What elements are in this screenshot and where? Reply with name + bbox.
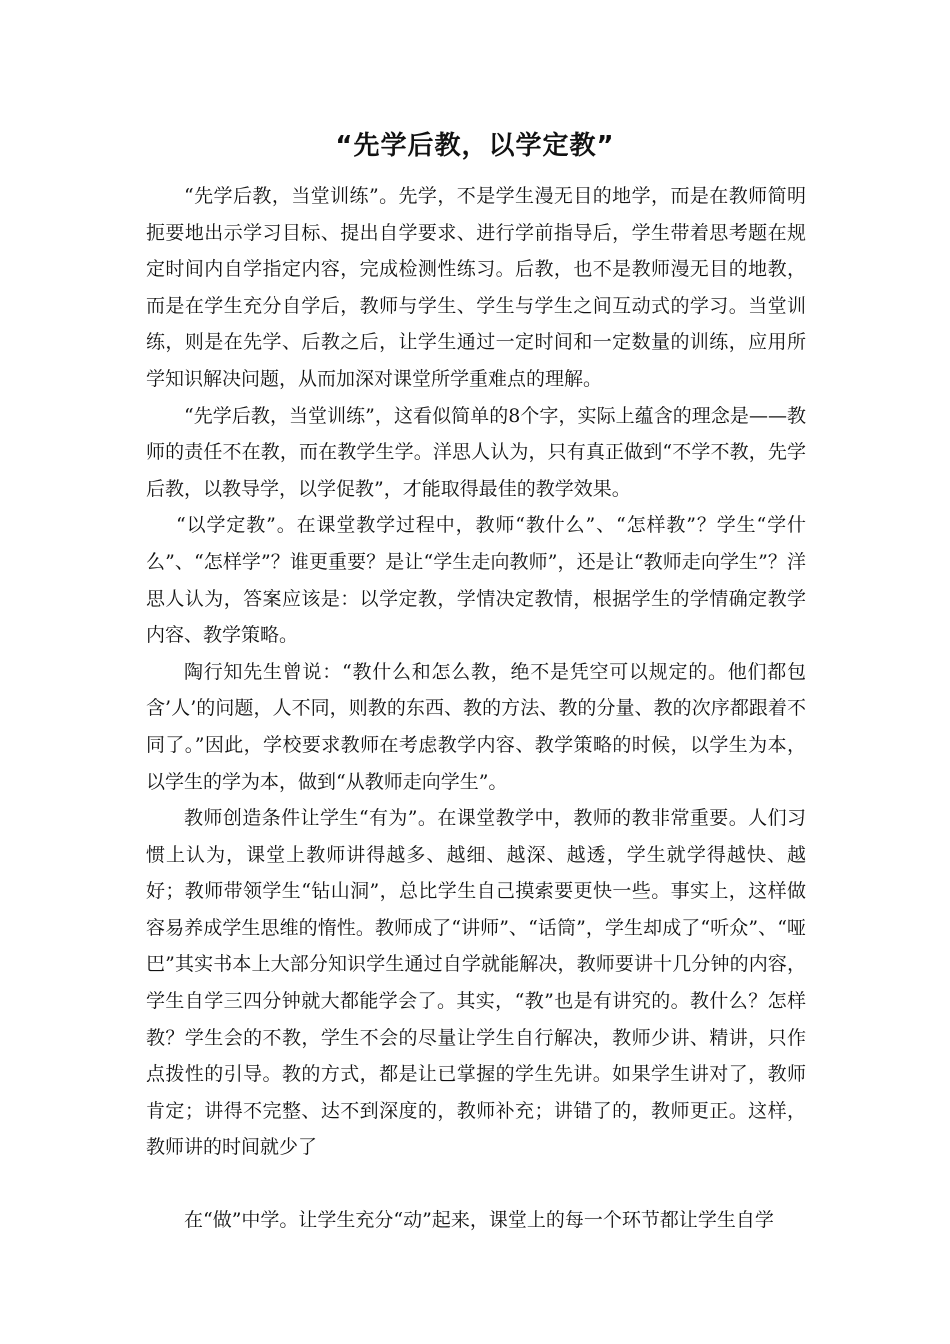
paragraph-6: 在“做”中学。让学生充分“动”起来，课堂上的每一个环节都让学生自学 — [184, 1209, 774, 1232]
paragraph-4: 陶行知先生曾说：“教什么和怎么教，绝不是凭空可以规定的。他们都包含’人’的问题，人不同，则教的东西、教的方法、教的分量、教的次序都跟着不同了。”因此，学校要求教师在考虑教学内容、教学策略的时候，以学生为本，以学生的学为本，做到“从教师走向学生”。 — [146, 660, 806, 793]
paragraph-1: “先学后教，当堂训练”。先学，不是学生漫无目的地学，而是在教师简明扼要地出示学习目标、提出自学要求、进行学前指导后，学生带着思考题在规定时间内自学指定内容，完成检测性练习。后教，也不是教师漫无目的地教，而是在学生充分自学后，教师与学生、学生与学生之间互动式的学习。当堂训练，则是在先学、后教之后，让学生通过一定时间和一定数量的训练，应用所学知识解决问题，从而加深对课堂所学重难点的理解。 — [146, 185, 806, 390]
document-title: “先学后教，以学定教” — [335, 131, 615, 161]
paragraph-5: 教师创造条件让学生“有为”。在课堂教学中，教师的教非常重要。人们习惯上认为，课堂上教师讲得越多、越细、越深、越透，学生就学得越快、越好；教师带领学生“钻山洞”，总比学生自己摸索要更快一些。事实上，这样做容易养成学生思维的惰性。教师成了“讲师”、“话筒”，学生却成了“听众”、“哑巴”其实书本上大部分知识学生通过自学就能解决，教师要讲十几分钟的内容，学生自学三四分钟就大都能学会了。其实，“教”也是有讲究的。教什么？怎样教？学生会的不教，学生不会的尽量让学生自行解决，教师少讲、精讲，只作点拨性的引导。教的方式，都是让已掌握的学生先讲。如果学生讲对了，教师肯定；讲得不完整、达不到深度的，教师补充；讲错了的，教师更正。这样，教师讲的时间就少了 — [146, 807, 806, 1159]
paragraph-3: “以学定教”。在课堂教学过程中，教师“教什么”、“怎样教”？学生“学什么”、“怎样学”？谁更重要？是让“学生走向教师”，还是让“教师走向学生”？洋思人认为，答案应该是：以学定教，学情决定教情，根据学生的学情确定教学内容、教学策略。 — [146, 514, 806, 647]
paragraph-2: “先学后教，当堂训练”，这看似简单的8个字，实际上蕴含的理念是——教师的责任不在教，而在教学生学。洋思人认为，只有真正做到“不学不教，先学后教，以教导学，以学促教”，才能取得最佳的教学效果。 — [146, 404, 806, 500]
document-body — [146, 178, 806, 1239]
